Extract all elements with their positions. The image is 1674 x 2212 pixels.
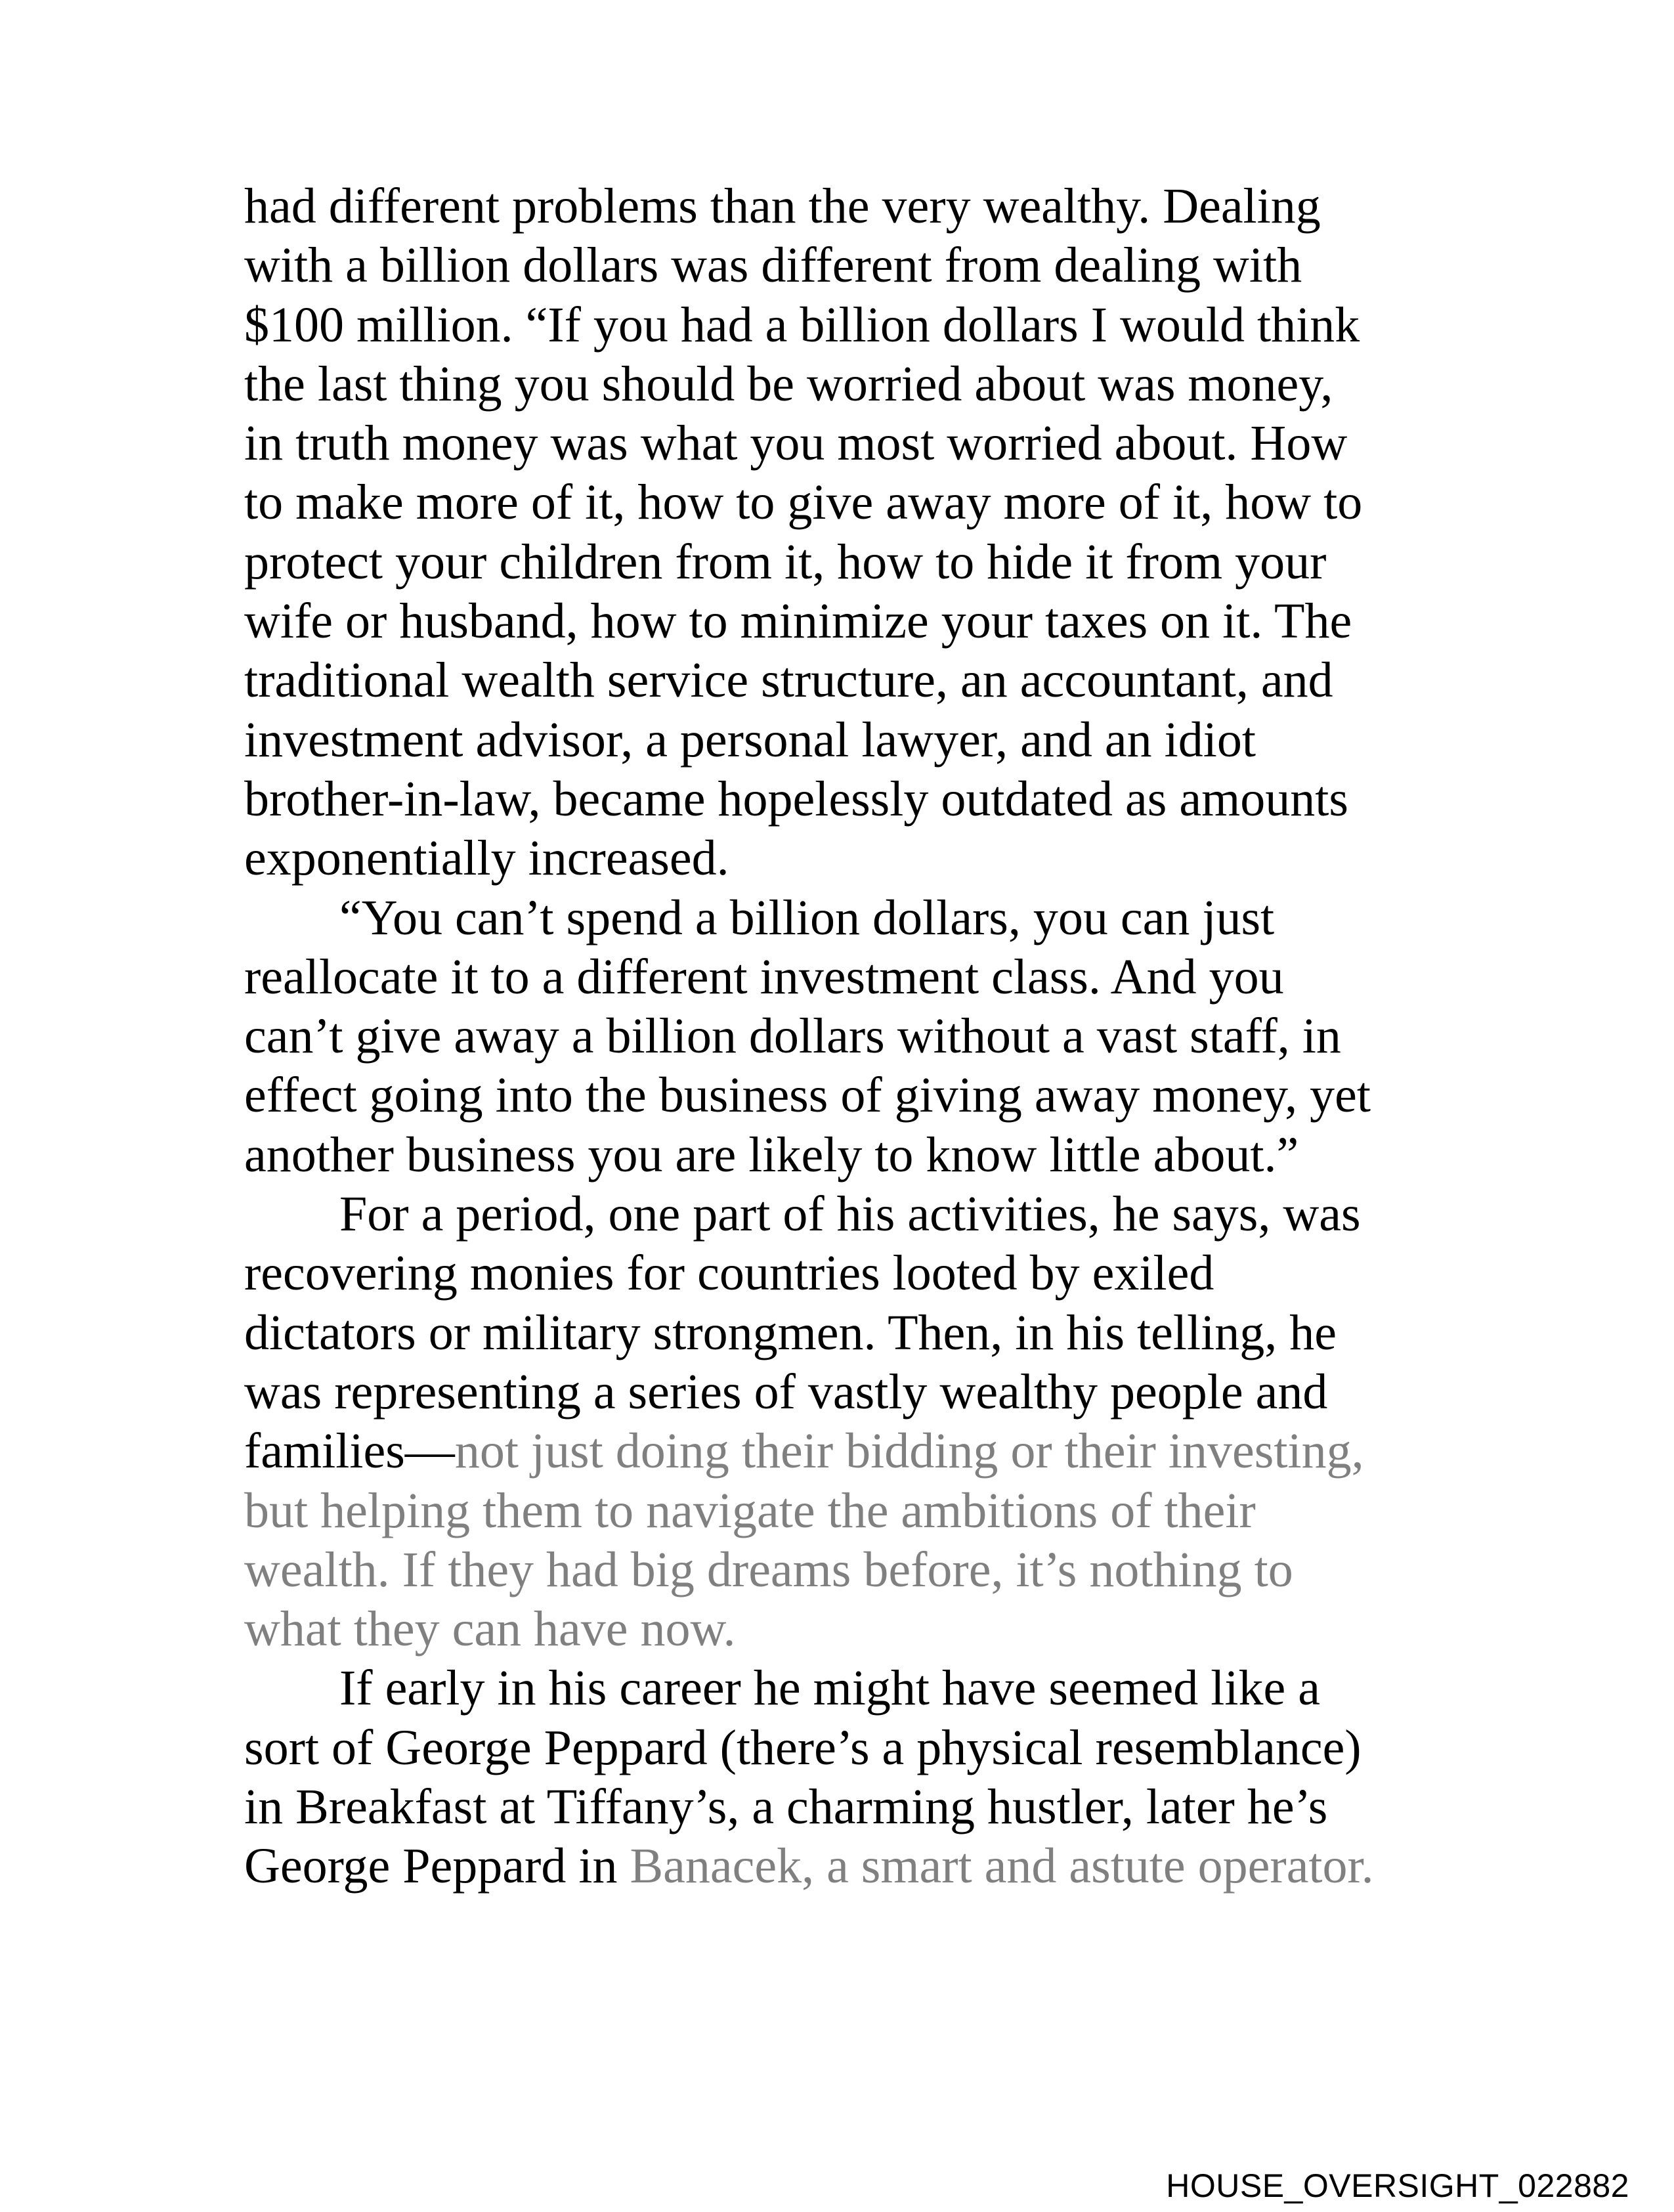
text-line (244, 1659, 1426, 1718)
bates-number: HOUSE_OVERSIGHT_022882 (1166, 2167, 1629, 2204)
text-segment: exponentially increased. (244, 831, 729, 886)
text-segment: recovering monies for countries looted by exiled (244, 1246, 1214, 1301)
text-segment: George Peppard in (244, 1838, 630, 1894)
text-segment: was representing a series of vastly wealthy people and (244, 1364, 1328, 1420)
text-line (244, 770, 1426, 829)
text-segment: effect going into the business of giving away money, yet (244, 1068, 1371, 1123)
text-line (244, 947, 1426, 1007)
text-segment: to make more of it, how to give away more of it, how to (244, 475, 1363, 531)
gray-text-segment: Banacek, a smart and astute operator. (630, 1838, 1374, 1894)
text-line (244, 710, 1426, 770)
text-line (244, 1244, 1426, 1303)
gray-text-segment: but helping them to navigate the ambitions of their (244, 1483, 1256, 1538)
text-segment: $100 million. “If you had a billion dollars I would think (244, 297, 1360, 353)
text-line (244, 1007, 1426, 1066)
text-line (244, 592, 1426, 651)
text-segment: another business you are likely to know little about.” (244, 1127, 1299, 1182)
text-segment: sort of George Peppard (there’s a physical resemblance) (244, 1720, 1362, 1775)
text-segment: reallocate it to a different investment class. And you (244, 949, 1284, 1005)
text-segment: brother-in-law, became hopelessly outdated as amounts (244, 771, 1348, 827)
gray-text-segment: what they can have now. (244, 1601, 736, 1657)
text-line (244, 1777, 1426, 1836)
text-segment: wife or husband, how to minimize your taxes on it. The (244, 594, 1352, 649)
text-segment: in truth money was what you most worried about. How (244, 416, 1348, 471)
text-line (244, 1836, 1426, 1896)
text-segment: can’t give away a billion dollars without a vast staff, in (244, 1008, 1341, 1064)
text-line (244, 236, 1426, 295)
text-segment: had different problems than the very wealthy. Dealing (244, 179, 1321, 234)
text-line (244, 1421, 1426, 1481)
text-line (244, 651, 1426, 710)
text-segment: families— (244, 1423, 455, 1479)
text-line (244, 1303, 1426, 1362)
text-line (244, 414, 1426, 473)
text-line (244, 1184, 1426, 1244)
text-line (244, 1599, 1426, 1659)
text-segment: with a billion dollars was different from dealing with (244, 238, 1302, 293)
text-line (244, 1066, 1426, 1125)
text-line (244, 355, 1426, 414)
text-line (244, 295, 1426, 355)
text-segment: in Breakfast at Tiffany’s, a charming hustler, later he’s (244, 1779, 1328, 1835)
gray-text-segment: not just doing their bidding or their investing, (454, 1423, 1364, 1479)
text-line (244, 829, 1426, 888)
text-segment: protect your children from it, how to hide it from your (244, 534, 1327, 590)
text-segment: investment advisor, a personal lawyer, and an idiot (244, 712, 1256, 768)
text-segment: If early in his career he might have seemed like a (339, 1660, 1320, 1716)
text-line (244, 1362, 1426, 1421)
text-line (244, 473, 1426, 532)
text-segment: For a period, one part of his activities, he says, was (339, 1186, 1361, 1242)
text-line (244, 888, 1426, 947)
text-line (244, 1718, 1426, 1777)
text-line (244, 1125, 1426, 1184)
text-line (244, 532, 1426, 592)
body-text (244, 177, 1426, 1896)
gray-text-segment: wealth. If they had big dreams before, it’s nothing to (244, 1542, 1293, 1597)
text-segment: “You can’t spend a billion dollars, you can just (339, 890, 1275, 945)
text-line (244, 1481, 1426, 1540)
text-segment: dictators or military strongmen. Then, in his telling, he (244, 1305, 1337, 1360)
text-line (244, 1540, 1426, 1599)
text-line (244, 177, 1426, 236)
text-segment: the last thing you should be worried about was money, (244, 356, 1333, 412)
text-segment: traditional wealth service structure, an accountant, and (244, 653, 1333, 708)
